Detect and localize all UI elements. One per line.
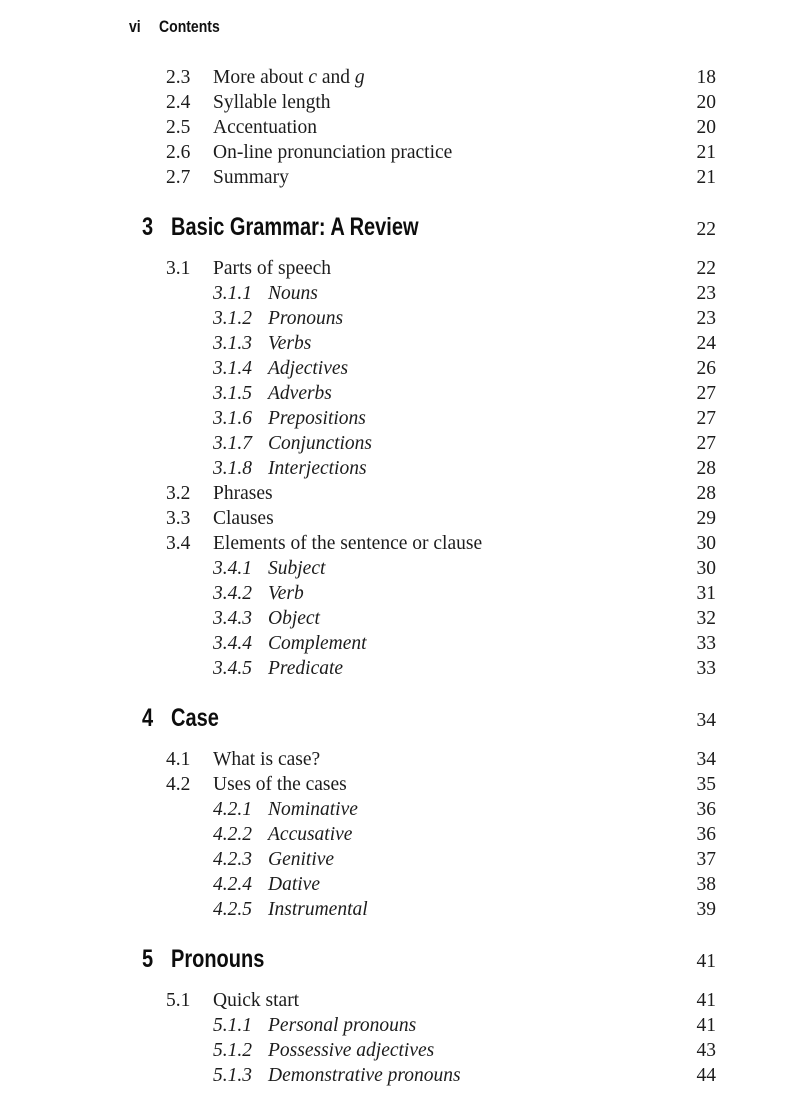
toc-entry-number: 3.4.4	[213, 632, 252, 654]
toc-entry-number: 4.2.2	[213, 823, 252, 845]
toc-entry-title: On-line pronunciation practice	[213, 141, 453, 163]
toc-entry-title: Nominative	[268, 798, 358, 820]
toc-entry-number: 4.2.1	[213, 798, 252, 820]
toc-entry-title: Interjections	[268, 457, 367, 479]
toc-entry-page: 21	[696, 166, 716, 188]
toc-entry-title: Summary	[213, 166, 289, 188]
toc-entry-page: 28	[696, 457, 716, 479]
toc-entry-page: 26	[696, 357, 716, 379]
toc-entry	[0, 406, 800, 431]
toc-entry-title: Verb	[268, 582, 304, 604]
toc-entry-title: Verbs	[268, 332, 312, 354]
toc-entry-number: 5.1.3	[213, 1064, 252, 1086]
toc-entry-page: 31	[696, 582, 716, 604]
toc-entry-number: 3.4	[166, 532, 191, 554]
toc-entry-page: 23	[696, 282, 716, 304]
toc-entry-number: 2.7	[166, 166, 191, 188]
toc-entry-number: 3.3	[166, 507, 191, 529]
toc-title-run: and	[316, 66, 355, 88]
toc-entry-page: 34	[696, 748, 716, 770]
toc-entry	[0, 281, 800, 306]
toc-entry-title: Parts of speech	[213, 257, 332, 279]
toc-entry	[0, 1038, 800, 1063]
toc-entry-number: 2.5	[166, 116, 191, 138]
toc-entry-page: 27	[696, 382, 716, 404]
toc-entry	[0, 606, 800, 631]
toc-entry-page: 37	[696, 848, 716, 870]
toc-entry	[0, 581, 800, 606]
toc-entry-number: 2.3	[166, 66, 191, 88]
toc-entry-page: 41	[696, 951, 716, 972]
toc-entry-title: Instrumental	[268, 898, 368, 920]
toc-entry	[0, 1013, 800, 1038]
toc-entry-number: 4	[142, 704, 154, 732]
toc-entry-title: Prepositions	[268, 407, 366, 429]
toc-entry-number: 3	[142, 213, 154, 241]
toc-entry-page: 33	[696, 657, 716, 679]
toc-entry-page: 27	[696, 407, 716, 429]
toc-entry-number: 3.1.6	[213, 407, 252, 429]
toc-entry-title: Clauses	[213, 507, 274, 529]
toc-entry	[0, 701, 800, 735]
toc-entry-number: 2.6	[166, 141, 191, 163]
toc-entry	[0, 772, 800, 797]
toc-entry	[0, 115, 800, 140]
toc-entry-number: 3.1.4	[213, 357, 252, 379]
toc-entry-title: Basic Grammar: A Review	[171, 213, 419, 241]
toc-entry-title: Conjunctions	[268, 432, 373, 454]
toc-entry	[0, 897, 800, 922]
toc-entry	[0, 140, 800, 165]
toc-entry	[0, 988, 800, 1013]
toc-entry	[0, 456, 800, 481]
toc-entry	[0, 1063, 800, 1088]
toc-entry	[0, 90, 800, 115]
page-header-title: Contents	[159, 18, 220, 36]
toc-entry-number: 4.2	[166, 773, 191, 795]
toc-entry-title: Quick start	[213, 989, 300, 1011]
toc-entry-title: What is case?	[213, 748, 321, 770]
toc-entry-page: 28	[696, 482, 716, 504]
toc-entry-page: 29	[696, 507, 716, 529]
toc-entry-title: Accusative	[268, 823, 353, 845]
toc-entry	[0, 356, 800, 381]
toc-entry	[0, 656, 800, 681]
toc-entry-number: 3.2	[166, 482, 191, 504]
toc-entry-page: 27	[696, 432, 716, 454]
toc-entry	[0, 306, 800, 331]
toc-entry-page: 24	[696, 332, 716, 354]
toc-entry-title	[213, 65, 365, 90]
toc-entry-page: 44	[696, 1064, 716, 1086]
toc-entry-page: 34	[696, 710, 716, 731]
toc-entry	[0, 872, 800, 897]
toc-entry-number: 4.2.4	[213, 873, 252, 895]
toc-entry-title: Uses of the cases	[213, 773, 347, 795]
toc-entry-number: 4.2.5	[213, 898, 252, 920]
toc-entry-title: Pronouns	[171, 945, 265, 973]
toc-entry	[0, 331, 800, 356]
toc-entry-page: 21	[696, 141, 716, 163]
toc-entry-page: 39	[696, 898, 716, 920]
toc-entry	[0, 210, 800, 244]
toc-entry-number: 3.1.7	[213, 432, 252, 454]
toc-title-italic-run: c	[308, 66, 317, 88]
toc-entry	[0, 631, 800, 656]
toc-entry	[0, 822, 800, 847]
toc-entry-title: Subject	[268, 557, 326, 579]
toc-entry-page: 20	[696, 116, 716, 138]
toc-entry-title: Genitive	[268, 848, 335, 870]
toc-entry-title: Nouns	[268, 282, 318, 304]
toc-entry-page: 22	[696, 257, 716, 279]
toc-entry-title: Demonstrative pronouns	[268, 1064, 461, 1086]
toc-entry-page: 33	[696, 632, 716, 654]
toc-entry-title: Pronouns	[268, 307, 344, 329]
toc-entry-number: 5.1.2	[213, 1039, 252, 1061]
toc-entry-page: 30	[696, 557, 716, 579]
page-folio: vi	[129, 18, 141, 36]
toc-entry	[0, 847, 800, 872]
toc-entry-title: Dative	[268, 873, 320, 895]
toc-entry-page: 30	[696, 532, 716, 554]
toc-entry-page: 22	[696, 219, 716, 240]
toc-entry	[0, 165, 800, 190]
toc-entry-number: 4.2.3	[213, 848, 252, 870]
toc-entry-page: 36	[696, 823, 716, 845]
toc-entry-page: 36	[696, 798, 716, 820]
toc-entry-page: 38	[696, 873, 716, 895]
toc-entry-number: 3.4.3	[213, 607, 252, 629]
toc-entry-number: 5.1.1	[213, 1014, 252, 1036]
toc-entry-number: 3.1.5	[213, 382, 252, 404]
toc-entry	[0, 506, 800, 531]
toc-entry	[0, 942, 800, 976]
toc-title-run: More about	[213, 66, 309, 88]
toc-entry-title: Phrases	[213, 482, 273, 504]
toc-entry-page: 41	[696, 1014, 716, 1036]
toc-entry	[0, 556, 800, 581]
toc-entry-number: 3.1.1	[213, 282, 252, 304]
toc-entry-title: Adjectives	[268, 357, 349, 379]
toc-entry-number: 5.1	[166, 989, 191, 1011]
toc-entry	[0, 481, 800, 506]
toc-entry-number: 3.1.3	[213, 332, 252, 354]
toc-entry-title: Predicate	[268, 657, 344, 679]
toc-entry-title: Complement	[268, 632, 367, 654]
toc-entry-number: 3.4.1	[213, 557, 252, 579]
toc-entry-title: Elements of the sentence or clause	[213, 532, 483, 554]
toc-entry-number: 3.1.2	[213, 307, 252, 329]
toc-entry-title: Syllable length	[213, 91, 331, 113]
toc-entry-page: 20	[696, 91, 716, 113]
toc-entry	[0, 531, 800, 556]
toc-entry-number: 3.4.2	[213, 582, 252, 604]
toc-entry-page: 43	[696, 1039, 716, 1061]
toc-entry-number: 4.1	[166, 748, 191, 770]
toc-entry-title: Personal pronouns	[268, 1014, 417, 1036]
toc-entry-page: 35	[696, 773, 716, 795]
toc-entry-page: 23	[696, 307, 716, 329]
toc-entry-title: Object	[268, 607, 320, 629]
toc-entry-title: Possessive adjectives	[268, 1039, 435, 1061]
toc-entry	[0, 381, 800, 406]
toc-entry-page: 32	[696, 607, 716, 629]
toc-entry-title: Case	[171, 704, 219, 732]
toc-entry-title: Adverbs	[268, 382, 332, 404]
toc-entry	[0, 431, 800, 456]
toc-title-italic-run: g	[354, 66, 365, 88]
toc-entry	[0, 65, 800, 90]
toc-entry-number: 5	[142, 945, 154, 973]
toc-entry-page: 41	[696, 989, 716, 1011]
toc-entry	[0, 797, 800, 822]
toc-entry-title: Accentuation	[213, 116, 317, 138]
toc-entry	[0, 747, 800, 772]
toc-entry-number: 3.4.5	[213, 657, 252, 679]
toc-entry-number: 2.4	[166, 91, 191, 113]
toc-entry-number: 3.1	[166, 257, 191, 279]
toc-entry	[0, 256, 800, 281]
toc-entry-number: 3.1.8	[213, 457, 252, 479]
toc-entry-page: 18	[696, 66, 716, 88]
